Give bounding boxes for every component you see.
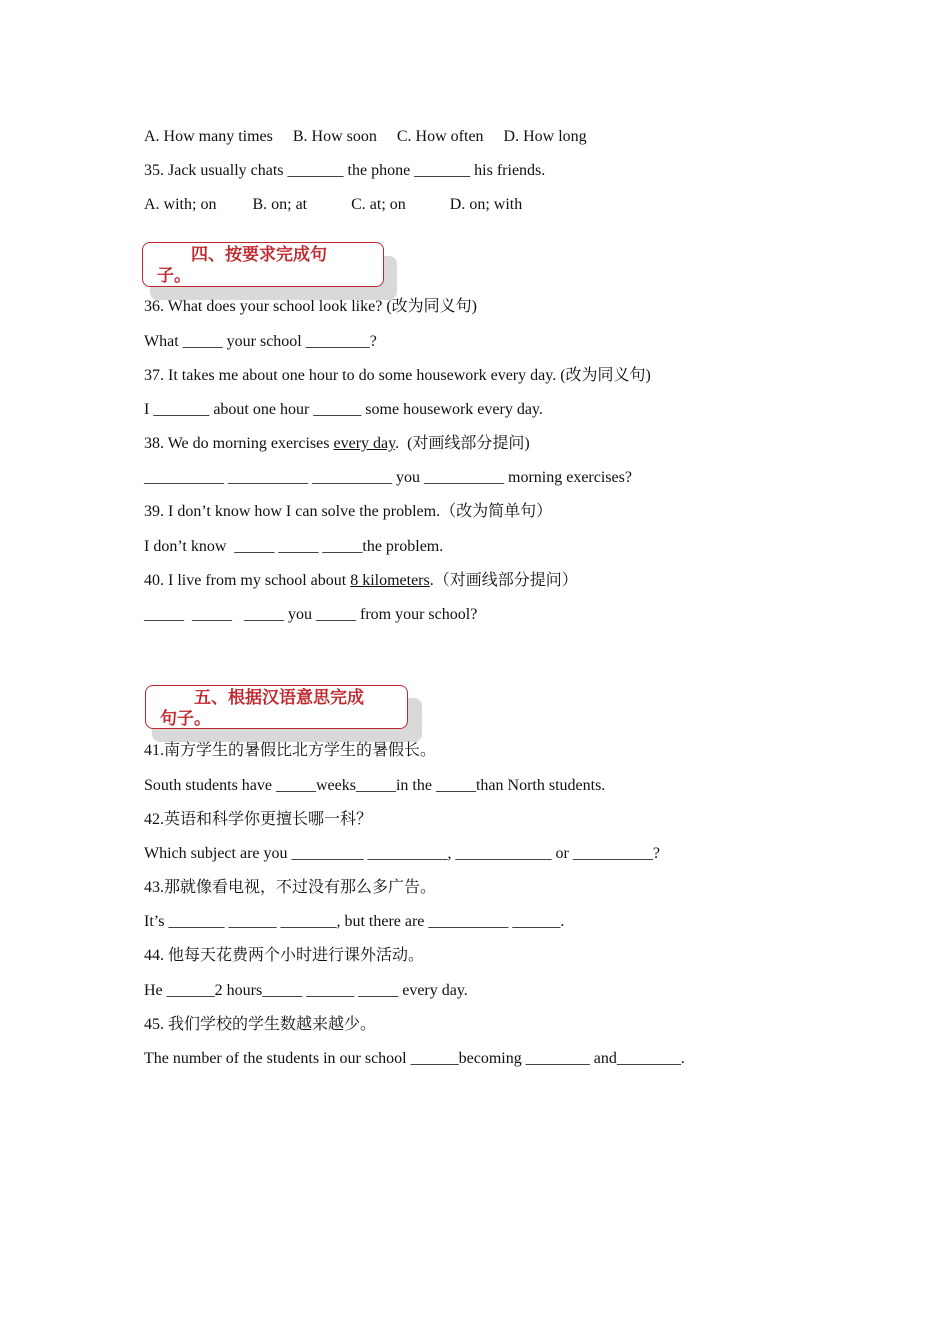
q42-answer: Which subject are you _________ __________, ____________ or __________?: [144, 845, 660, 862]
q43-question: 43.那就像看电视，不过没有那么多广告。: [144, 879, 437, 896]
q34-options: A. How many times B. How soon C. How often D. How long: [144, 128, 587, 145]
q38-pre: 38. We do morning exercises: [144, 435, 334, 452]
q40-answer: _____ _____ _____ you _____ from your school?: [144, 606, 478, 623]
q44-question: 44. 他每天花费两个小时进行课外活动。: [144, 947, 425, 964]
q38-underlined: every day: [333, 435, 396, 452]
q38-question: [144, 434, 530, 454]
q37-question: 37. It takes me about one hour to do some housework every day. (改为同义句): [144, 367, 651, 384]
q44-answer: He ______2 hours_____ ______ _____ every day.: [144, 982, 468, 999]
q41-answer: South students have _____weeks_____in the _____than North students.: [144, 777, 606, 794]
q38-answer: __________ __________ __________ you __________ morning exercises?: [144, 469, 632, 486]
q43-answer: It’s _______ ______ _______, but there are __________ ______.: [144, 913, 565, 930]
q35-options: A. with; on B. on; at C. at; on D. on; with: [144, 196, 523, 213]
q37-answer: I _______ about one hour ______ some housework every day.: [144, 401, 543, 418]
q45-question: 45. 我们学校的学生数越来越少。: [144, 1016, 377, 1033]
q42-question: 42.英语和科学你更擅长哪一科？: [144, 811, 373, 828]
section4-header: [142, 242, 384, 287]
q35-question: 35. Jack usually chats _______ the phone _______ his friends.: [144, 162, 546, 179]
q39-question: 39. I don’t know how I can solve the problem.（改为简单句）: [144, 503, 553, 520]
q36-answer: What _____ your school ________?: [144, 333, 377, 350]
q45-answer: The number of the students in our school ______becoming ________ and________.: [144, 1050, 685, 1067]
q40-underlined: 8 kilometers: [350, 572, 430, 589]
section5-title-line1: 五、根据汉语意思完成: [194, 688, 364, 708]
section5-title-line2: 句子。: [160, 709, 211, 729]
q40-question: [144, 571, 578, 591]
q39-answer: I don’t know _____ _____ _____the problem.: [144, 538, 444, 555]
q36-question: 36. What does your school look like? (改为同义句): [144, 298, 477, 315]
q41-question: 41.南方学生的暑假比北方学生的暑假长。: [144, 742, 437, 759]
section4-title-line2: 子。: [157, 266, 191, 286]
q40-post: .（对画线部分提问）: [429, 572, 578, 589]
section5-header: [145, 685, 408, 729]
q38-post: . (对画线部分提问): [395, 435, 530, 452]
q40-pre: 40. I live from my school about: [144, 572, 351, 589]
section4-title-line1: 四、按要求完成句: [191, 245, 327, 265]
